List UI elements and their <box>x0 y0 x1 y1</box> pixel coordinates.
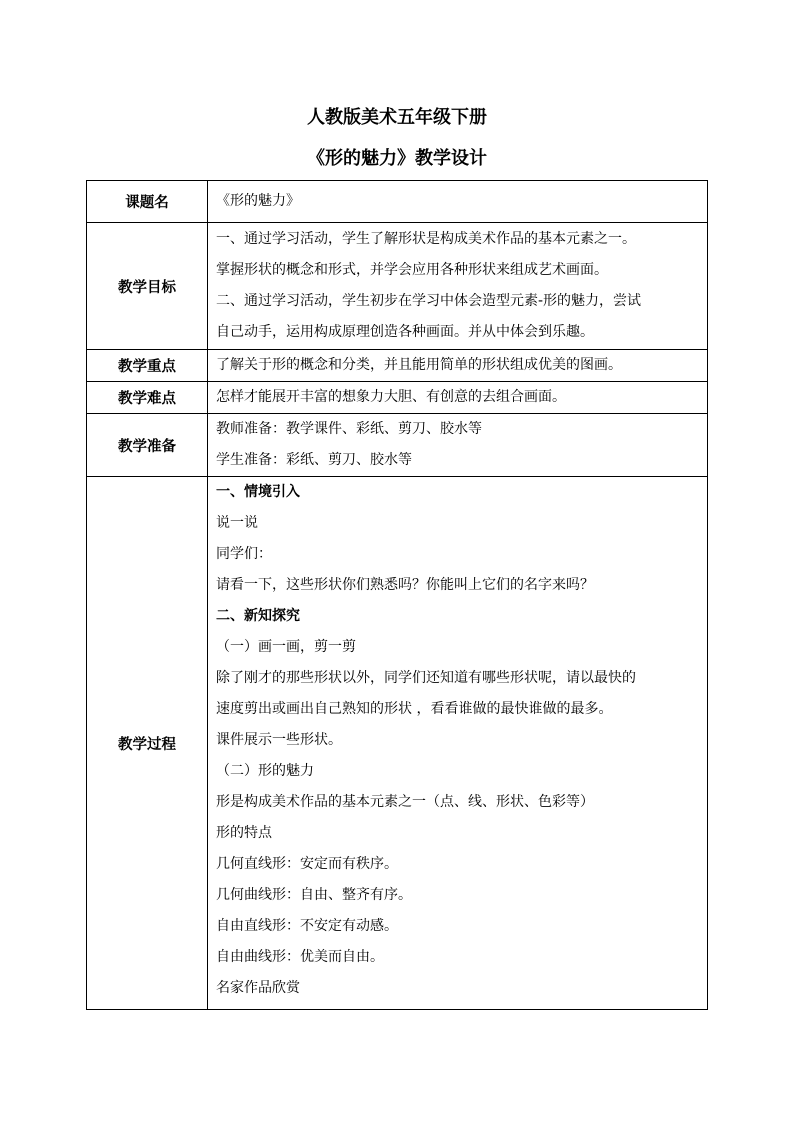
difficulties-text: 怎样才能展开丰富的想象力大胆、有创意的去组合画面。 <box>216 389 566 405</box>
goals-label: 教学目标 <box>87 223 208 350</box>
table-row-goals <box>87 223 708 350</box>
process-line: 几何直线形：安定而有秩序。 <box>216 856 398 872</box>
goals-line: 自己动手，运用构成原理创造各种画面。并从中体会到乐趣。 <box>216 324 594 340</box>
goals-line: 二、通过学习活动，学生初步在学习中体会造型元素-形的魅力，尝试 <box>216 293 642 309</box>
process-label: 教学过程 <box>87 477 208 1010</box>
preparation-line: 学生准备：彩纸、剪刀、胶水等 <box>216 452 412 468</box>
process-line: （一）画一画，剪一剪 <box>216 639 356 655</box>
process-line: 课件展示一些形状。 <box>216 732 342 748</box>
process-line: 名家作品欣赏 <box>216 980 300 996</box>
process-line: 说一说 <box>216 515 258 531</box>
difficulties-value <box>208 382 708 414</box>
process-line: 请看一下，这些形状你们熟悉吗？你能叫上它们的名字来吗？ <box>216 577 594 593</box>
subject-label: 课题名 <box>87 181 208 223</box>
process-line: 自由曲线形：优美而自由。 <box>216 949 384 965</box>
key-points-text: 了解关于形的概念和分类，并且能用简单的形状组成优美的图画。 <box>216 357 622 373</box>
preparation-value <box>208 414 708 477</box>
lesson-plan-table <box>86 180 708 1010</box>
key-points-label: 教学重点 <box>87 350 208 382</box>
table-row-process <box>87 477 708 1010</box>
process-line: 形是构成美术作品的基本元素之一（点、线、形状、色彩等） <box>216 794 594 810</box>
document-subtitle: 《形的魅力》教学设计 <box>307 148 487 169</box>
goals-value <box>208 223 708 350</box>
table-row-key-points <box>87 350 708 382</box>
difficulties-label: 教学难点 <box>87 382 208 414</box>
process-value <box>208 477 708 1010</box>
table-row-difficulties <box>87 382 708 414</box>
document-title: 人教版美术五年级下册 <box>307 107 487 128</box>
process-line: 形的特点 <box>216 825 272 841</box>
subject-text: 《形的魅力》 <box>216 193 300 209</box>
process-section-heading: 一、情境引入 <box>216 484 300 500</box>
preparation-label: 教学准备 <box>87 414 208 477</box>
table-row-subject <box>87 181 708 223</box>
process-line: （二）形的魅力 <box>216 763 314 779</box>
process-line: 几何曲线形：自由、整齐有序。 <box>216 887 412 903</box>
preparation-line: 教师准备：教学课件、彩纸、剪刀、胶水等 <box>216 421 482 437</box>
process-line: 除了刚才的那些形状以外，同学们还知道有哪些形状呢，请以最快的 <box>216 670 636 686</box>
goals-line: 掌握形状的概念和形式，并学会应用各种形状来组成艺术画面。 <box>216 262 608 278</box>
key-points-value <box>208 350 708 382</box>
subject-value <box>208 181 708 223</box>
process-line: 速度剪出或画出自己熟知的形状 ，看看谁做的最快谁做的最多。 <box>216 701 613 717</box>
process-section-heading: 二、新知探究 <box>216 608 300 624</box>
goals-line: 一、通过学习活动，学生了解形状是构成美术作品的基本元素之一。 <box>216 231 636 247</box>
process-line: 同学们： <box>216 546 272 562</box>
process-line: 自由直线形：不安定有动感。 <box>216 918 398 934</box>
table-row-preparation <box>87 414 708 477</box>
